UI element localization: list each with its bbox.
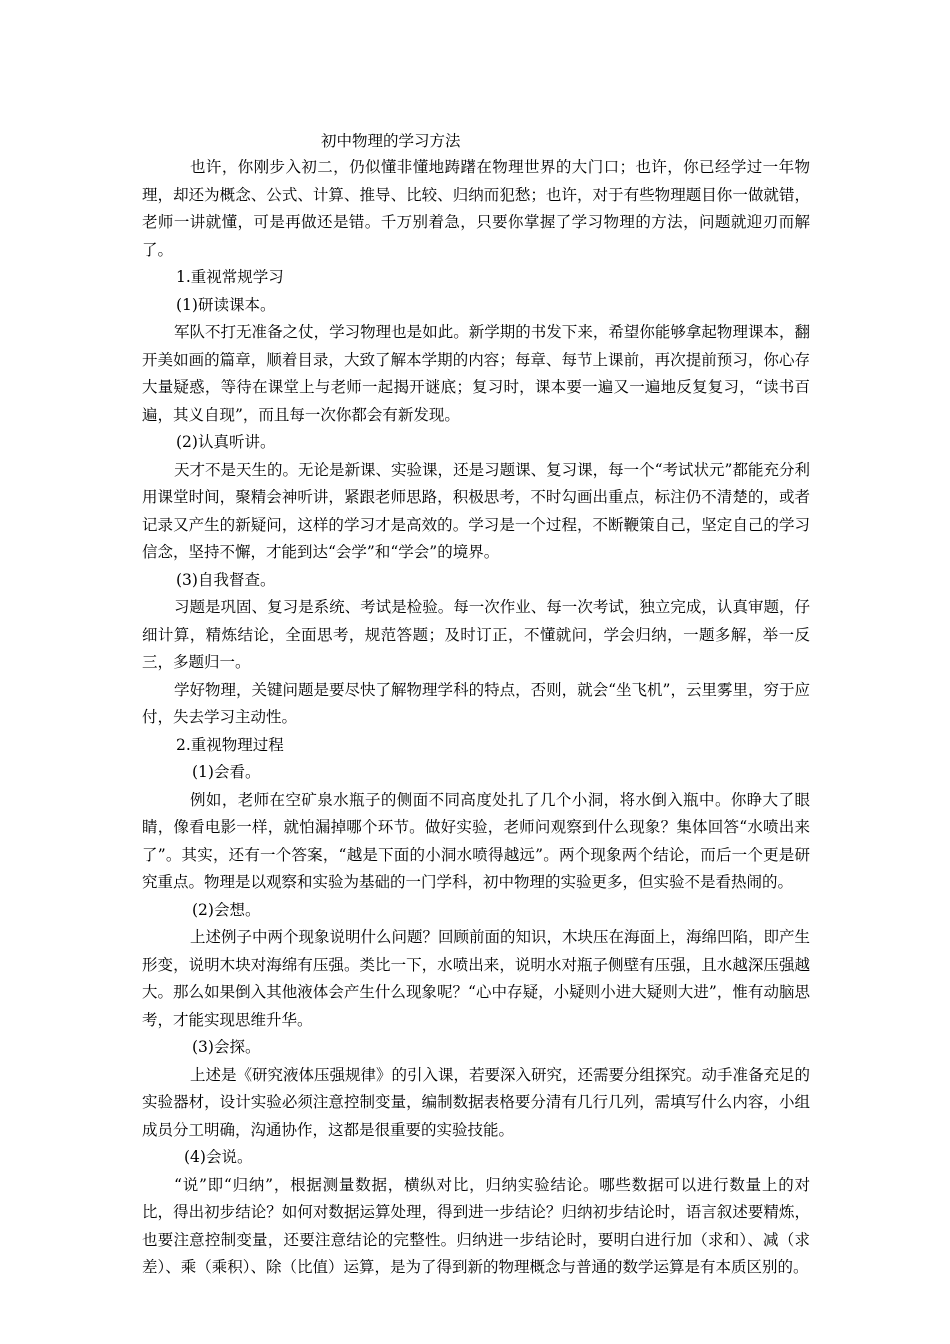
section-2-1-paragraph: 例如，老师在空矿泉水瓶子的侧面不同高度处扎了几个小洞，将水倒入瓶中。你睁大了眼睛，像看电影一样，就怕漏掉哪个环节。做好实验，老师问观察到什么现象？集体回答“水喷出来了”。其实，还有一个答案，“越是下面的小洞水喷得越远”。两个现象两个结论，而后一个更是研究重点。物理是以观察和实验为基础的一门学科，初中物理的实验更多，但实验不是看热闹的。 [142,790,810,891]
section-2-2-paragraph: 上述例子中两个现象说明什么问题？回顾前面的知识，木块压在海面上，海绵凹陷，即产生形变，说明木块对海绵有压强。类比一下，水喷出来，说明水对瓶子侧壁有压强，且水越深压强越大。那么如果倒入其他液体会产生什么现象呢？“心中存疑，小疑则小进大疑则大进”，惟有动脑思考，才能实现思维升华。 [142,928,811,1029]
section-2-4-heading: (4)会说。 [184,1148,253,1166]
intro-paragraph: 也许，你刚步入初二，仍似懂非懂地踌躇在物理世界的大门口；也许，你已经学过一年物理，却还为概念、公式、计算、推导、比较、归纳而犯愁；也许，对于有些物理题目你一做就错，老师一讲就懂，可是再做还是错。千万别着急，只要你掌握了学习物理的方法，问题就迎刃而解了。 [142,158,810,259]
section-2-3-heading: (3)会探。 [192,1038,261,1056]
section-2-1-heading: (1)会看。 [192,763,261,781]
section-1-2-paragraph: 天才不是天生的。无论是新课、实验课，还是习题课、复习课，每一个“考试状元”都能充分利用课堂时间，聚精会神听讲，紧跟老师思路，积极思考，不时勾画出重点，标注仍不清楚的，或者记录又产生的新疑问，这样的学习才是高效的。学习是一个过程，不断鞭策自己，坚定自己的学习信念，坚持不懈，才能到达“会学”和“学会”的境界。 [142,460,810,561]
section-2-2-heading: (2)会想。 [192,900,261,919]
section-1-3-paragraph-2: 学好物理，关键问题是要尽快了解物理学科的特点，否则，就会“坐飞机”，云里雾里，穷于应付，失去学习主动性。 [142,680,810,726]
section-2-3-paragraph: 上述是《研究液体压强规律》的引入课，若要深入研究，还需要分组探究。动手准备充足的实验器材，设计实验必须注意控制变量，编制数据表格要分清有几行几列，需填写什么内容，小组成员分工明确，沟通协作，这都是很重要的实验技能。 [142,1065,811,1139]
section-1-heading: 1.重视常规学习 [176,268,284,286]
section-2-4-paragraph: “说”即“归纳”，根据测量数据，横纵对比，归纳实验结论。哪些数据可以进行数量上的对比，得出初步结论？如何对数据运算处理，得到进一步结论？归纳初步结论时，语言叙述要精炼，也要注意控制变量，还要注意结论的完整性。归纳进一步结论时，要明白进行加（求和）、减（求差）、乘（乘积）、除（比值）运算，是为了得到新的物理概念与普通的数学运算是有本质区别的。 [142,1175,810,1276]
section-1-2-heading: (2)认真听讲。 [176,433,276,451]
document-title: 初中物理的学习方法 [321,132,461,150]
section-2-heading: 2.重视物理过程 [176,735,284,754]
section-1-1-paragraph: 军队不打无准备之仗，学习物理也是如此。新学期的书发下来，希望你能够拿起物理课本，翻开美如画的篇章，顺着目录，大致了解本学期的内容；每章、每节上课前，再次提前预习，你心存大量疑惑，等待在课堂上与老师一起揭开谜底；复习时，课本要一遍又一遍地反复复习，“读书百遍，其义自现”，而且每一次你都会有新发现。 [142,323,810,424]
section-1-3-paragraph: 习题是巩固、复习是系统、考试是检验。每一次作业、每一次考试，独立完成，认真审题，仔细计算，精炼结论，全面思考，规范答题；及时订正，不懂就问，学会归纳，一题多解，举一反三，多题归一。 [142,598,810,671]
section-1-1-heading: (1)研读课本。 [176,295,276,314]
section-1-3-heading: (3)自我督查。 [176,570,276,589]
document-body [142,128,810,1282]
